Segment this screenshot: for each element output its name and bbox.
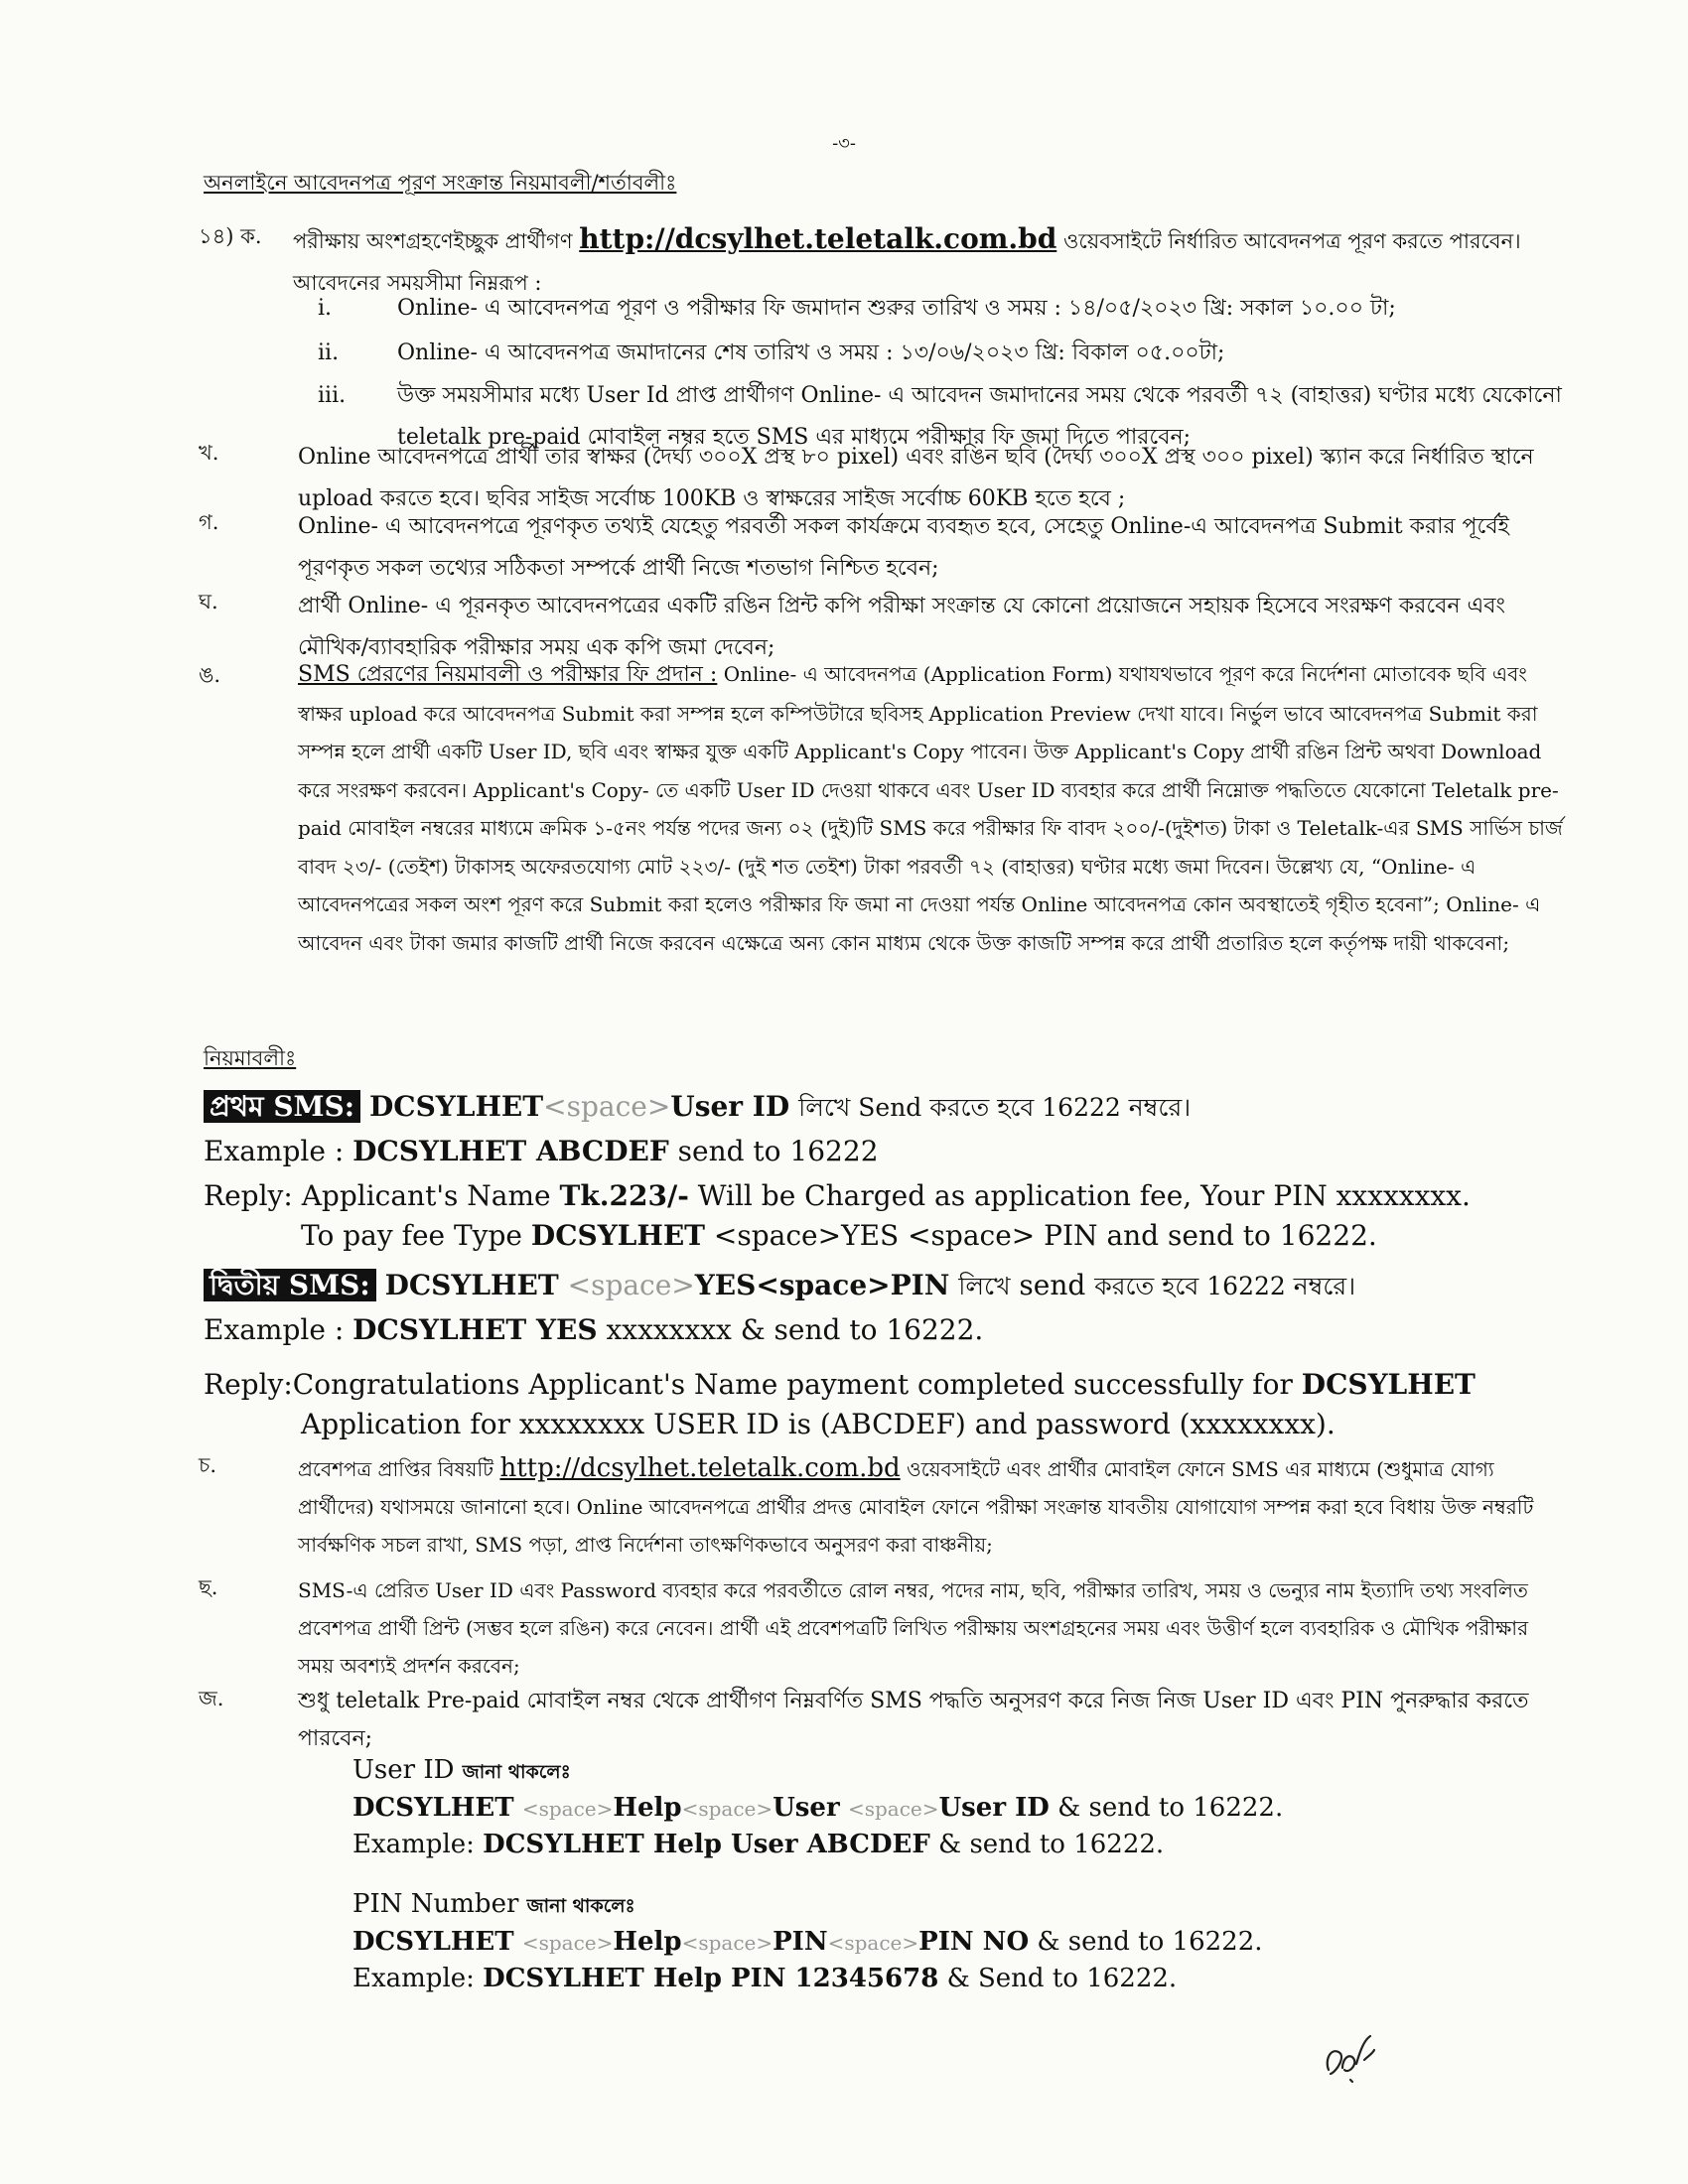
reply-text: To pay fee Type <box>301 1219 522 1252</box>
sms-keyword: DCSYLHET <box>384 1269 559 1301</box>
space-separator: <space> <box>681 1931 774 1955</box>
sms-keyword: DCSYLHET <box>530 1219 706 1252</box>
block-title-bn: জানা থাকলেঃ <box>462 1761 571 1783</box>
sms-keyword: DCSYLHET <box>352 1927 514 1957</box>
sms-keyword: DCSYLHET <box>352 1793 514 1823</box>
signature-icon <box>1321 2030 1380 2092</box>
send-tail: & send to 16222. <box>938 1830 1165 1859</box>
space-separator: <space> <box>827 1931 919 1955</box>
sms-suffix: করতে হবে 16222 নম্বরে। <box>1094 1272 1356 1300</box>
sms-keyword: DCSYLHET <box>1301 1368 1476 1401</box>
sms2-example <box>204 1310 983 1350</box>
item-text: পরীক্ষায় অংশগ্রহণেইচ্ছুক প্রার্থীগণ <box>293 229 573 253</box>
space-separator: <space> <box>847 1797 939 1821</box>
user-id-word: User ID <box>938 1793 1050 1823</box>
sms-field: User ID <box>670 1090 790 1123</box>
sms-suffix: লিখে Send করতে হবে 16222 নম্বরে। <box>798 1093 1192 1122</box>
subitem-text: উক্ত সময়সীমার মধ্যে User Id প্রাপ্ত প্রার্থীগণ Online- এ আবেদন জমাদানের সময় থেকে পরবর্তী ৭২ (বাহাত্তর) ঘণ্টার মধ্যে যেকোনো teletalk pre-paid মোবাইল নম্বর হতে SMS এর মাধ্যমে পরীক্ষার ফি জমা দিতে পারবেন; <box>397 383 1562 450</box>
subitem-number: ii. <box>318 341 340 365</box>
send-tail: & send to 16222. <box>1057 1793 1284 1823</box>
space-separator: <space> <box>567 1269 695 1301</box>
item-text: Online- এ আবেদনপত্রে পূরণকৃত তথ্যই যেহেতু পরবর্তী সকল কার্যক্রমে ব্যবহৃত হবে, সেহেতু Online-এ আবেদনপত্র Submit করার পূর্বেই পূরণকৃত সকল তথ্যের সঠিকতা সম্পর্কে প্রার্থী নিজে শতভাগ নিশ্চিত হবেন; <box>298 514 1510 581</box>
sms-keyword: DCSYLHET <box>369 1090 544 1123</box>
example-code: DCSYLHET ABCDEF <box>352 1135 669 1167</box>
reply-label: Reply: <box>204 1179 293 1212</box>
sms-send: send <box>1019 1269 1086 1301</box>
reply-text: Applicant's Name <box>301 1179 551 1212</box>
sms2-tag: দ্বিতীয় SMS: <box>204 1269 376 1301</box>
send-tail: & Send to 16222. <box>946 1964 1178 1993</box>
example-label: Example: <box>352 1964 475 1993</box>
subitem-number: i. <box>318 296 333 321</box>
example-label: Example: <box>352 1830 475 1859</box>
reply-text: Application for xxxxxxxx USER ID is (ABCDEF) and password (xxxxxxxx). <box>301 1408 1336 1440</box>
example-label: Example : <box>204 1135 345 1167</box>
sms-suffix: লিখে <box>958 1272 1011 1300</box>
sms2-instruction <box>204 1266 1574 1306</box>
website-link[interactable]: http://dcsylhet.teletalk.com.bd <box>579 222 1057 255</box>
reply-amount: Tk.223/- <box>559 1179 689 1212</box>
item-marker: জ. <box>199 1687 224 1710</box>
help-word: Help <box>613 1927 682 1957</box>
space-separator: <space> <box>543 1090 671 1123</box>
rules-heading: নিয়মাবলীঃ <box>204 1046 297 1070</box>
reply-text: Congratulations Applicant's Name payment completed successfully for <box>292 1368 1293 1401</box>
item-marker: ঘ. <box>199 590 218 614</box>
sms2-reply <box>204 1365 1574 1444</box>
item-marker: গ. <box>199 510 219 534</box>
subitem-text: Online- এ আবেদনপত্র পূরণ ও পরীক্ষার ফি জমাদান শুরুর তারিখ ও সময় : ১৪/০৫/২০২৩ খ্রি: সকাল ১০.০০ টা; <box>397 296 1396 321</box>
example-suffix: send to 16222 <box>677 1135 879 1167</box>
block-title: PIN Number <box>352 1889 519 1919</box>
reply-text: Will be Charged as application fee, Your PIN xxxxxxxx. <box>697 1179 1471 1212</box>
sms1-tag: প্রথম SMS: <box>204 1090 360 1123</box>
userid-recovery-block <box>352 1752 1544 1862</box>
subitem-text: Online- এ আবেদনপত্র জমাদানের শেষ তারিখ ও সময় : ১৩/০৬/২০২৩ খ্রি: বিকাল ০৫.০০টা; <box>397 341 1225 365</box>
send-tail: & send to 16222. <box>1037 1927 1263 1957</box>
item-text: Online আবেদনপত্রে প্রার্থী তার স্বাক্ষর (দৈর্ঘ্য ৩০০X প্রস্থ ৮০ pixel) এবং রঙিন ছবি (দৈর্ঘ্য ৩০০X প্রস্থ ৩০০ pixel) স্ক্যান করে নির্ধারিত স্থানে upload করতে হবে। ছবির সাইজ সর্বোচ্চ 100KB ও স্বাক্ষরের সাইজ সর্বোচ্চ 60KB হতে হবে ; <box>298 445 1534 511</box>
example-code: DCSYLHET Help User ABCDEF <box>483 1830 930 1859</box>
item-text: ওয়েবসাইটে নির্ধারিত আবেদনপত্র পূরণ করতে পারবেন। আবেদনের সময়সীমা নিম্নরূপ : <box>293 229 1521 295</box>
space-separator: <space> <box>521 1931 614 1955</box>
item-marker: ১৪) ক. <box>199 224 262 248</box>
item-marker: খ. <box>199 441 219 465</box>
subitem-number: iii. <box>318 383 347 408</box>
section-heading: অনলাইনে আবেদনপত্র পূরণ সংক্রান্ত নিয়মাবলী/শর্তাবলীঃ <box>204 171 677 195</box>
item-marker: চ. <box>199 1453 217 1477</box>
item-text: প্রার্থী Online- এ পূরনকৃত আবেদনপত্রের একটি রঙিন প্রিন্ট কপি পরীক্ষা সংক্রান্ত যে কোনো প্রয়োজনে সহায়ক হিসেবে সংরক্ষণ করবেন এবং মৌখিক/ব্যাবহারিক পরীক্ষার সময় এক কপি জমা দেবেন; <box>298 594 1506 660</box>
help-word: Help <box>613 1793 682 1823</box>
example-label: Example : <box>204 1313 345 1346</box>
sms1-reply <box>204 1176 1574 1256</box>
reply-text: <space>YES <space> PIN and send to 16222. <box>713 1219 1377 1252</box>
item-marker: ঙ. <box>199 663 221 687</box>
item-marker: ছ. <box>199 1575 218 1599</box>
reply-label: Reply: <box>204 1368 293 1401</box>
sms-rules-heading: SMS প্রেরণের নিয়মাবলী ও পরীক্ষার ফি প্রদান : <box>298 662 718 687</box>
sms1-instruction <box>204 1087 1574 1128</box>
block-title: User ID <box>352 1755 455 1785</box>
item-text: Online- এ আবেদনপত্র (Application Form) যথাযথভাবে পূরণ করে নির্দেশনা মোতাবেক ছবি এবং স্বাক্ষর upload করে আবেদনপত্র Submit করা সম্পন্ন হলে কম্পিউটারে ছবিসহ Application Preview দেখা যাবে। নির্ভুল ভাবে আবেদনপত্র Submit করা সম্পন্ন হলে প্রার্থী একটি User ID, ছবি এবং স্বাক্ষর যুক্ত একটি Applicant's Copy পাবেন। উক্ত Applicant's Copy প্রার্থী রঙিন প্রিন্ট অথবা Download করে সংরক্ষণ করবেন। Applicant's Copy- তে একটি User ID দেওয়া থাকবে এবং User ID ব্যবহার করে প্রার্থী নিম্নোক্ত পদ্ধতিতে যেকোনো Teletalk pre-paid মোবাইল নম্বরের মাধ্যমে ক্রমিক ১-৫নং পর্যন্ত পদের জন্য ০২ (দুই)টি SMS করে পরীক্ষার ফি বাবদ ২০০/-(দুইশত) টাকা ও Teletalk-এর SMS সার্ভিস চার্জ বাবদ ২৩/- (তেইশ) টাকাসহ অফেরতযোগ্য মোট ২২৩/- (দুই শত তেইশ) টাকা পরবর্তী ৭২ (বাহাত্তর) ঘণ্টার মধ্যে জমা দিবেন। উল্লেখ্য যে, “Online- এ আবেদনপত্রের সকল অংশ পূরণ করে Submit করা হলেও পরীক্ষার ফি জমা না দেওয়া পর্যন্ত Online আবেদনপত্র কোন অবস্থাতেই গৃহীত হবেনা”; Online- এ আবেদন এবং টাকা জমার কাজটি প্রার্থী নিজে করবেন এক্ষেত্রে অন্য কোন মাধ্যম থেকে উক্ত কাজটি সম্পন্ন করে প্রার্থী প্রতারিত হলে কর্তৃপক্ষ দায়ী থাকবেনা; <box>298 662 1563 955</box>
website-link[interactable]: http://dcsylhet.teletalk.com.bd <box>499 1453 901 1483</box>
item-text: প্রবেশপত্র প্রাপ্তির বিষয়টি <box>298 1457 494 1481</box>
sms-yes-pin: YES<space>PIN <box>694 1269 950 1301</box>
page-number: -৩- <box>832 133 856 154</box>
user-word: User <box>773 1793 840 1823</box>
item-text: ওয়েবসাইটে এবং প্রার্থীর মোবাইল ফোনে SMS এর মাধ্যমে (শুধুমাত্র যোগ্য প্রার্থীদের) যথাসময়ে জানানো হবে। Online আবেদনপত্রে প্রার্থীর প্রদত্ত মোবাইল ফোনে পরীক্ষা সংক্রান্ত যাবতীয় যোগাযোগ সম্পন্ন করা হবে বিধায় উক্ত নম্বরটি সার্বক্ষণিক সচল রাখা, SMS পড়া, প্রাপ্ত নির্দেশনা তাৎক্ষণিকভাবে অনুসরণ করা বাঞ্চনীয়; <box>298 1457 1534 1557</box>
example-code: DCSYLHET Help PIN 12345678 <box>483 1964 939 1993</box>
item-text: শুধু teletalk Pre-paid মোবাইল নম্বর থেকে প্রার্থীগণ নিম্নবর্ণিত SMS পদ্ধতি অনুসরণ করে নিজ নিজ User ID এবং PIN পুনরুদ্ধার করতে পারবেন; <box>298 1689 1529 1751</box>
sms1-example <box>204 1132 879 1171</box>
example-code: DCSYLHET YES <box>352 1313 598 1346</box>
space-separator: <space> <box>681 1797 774 1821</box>
pin-word: PIN <box>773 1927 828 1957</box>
pin-recovery-block <box>352 1886 1544 1996</box>
block-title-bn: জানা থাকলেঃ <box>526 1895 635 1917</box>
space-separator: <space> <box>521 1797 614 1821</box>
item-text: SMS-এ প্রেরিত User ID এবং Password ব্যবহার করে পরবর্তীতে রোল নম্বর, পদের নাম, ছবি, পরীক্ষার তারিখ, সময় ও ভেন্যুর নাম ইত্যাদি তথ্য সংবলিত প্রবেশপত্র প্রার্থী প্রিন্ট (সম্ভব হলে রঙিন) করে নেবেন। প্রার্থী এই প্রবেশপত্রটি লিখিত পরীক্ষায় অংশগ্রহনের সময় এবং উত্তীর্ণ হলে ব্যবহারিক ও মৌখিক পরীক্ষার সময় অবশ্যই প্রদর্শন করবেন; <box>298 1578 1529 1678</box>
pin-no-word: PIN NO <box>918 1927 1030 1957</box>
example-suffix: xxxxxxxx & send to 16222. <box>606 1313 984 1346</box>
